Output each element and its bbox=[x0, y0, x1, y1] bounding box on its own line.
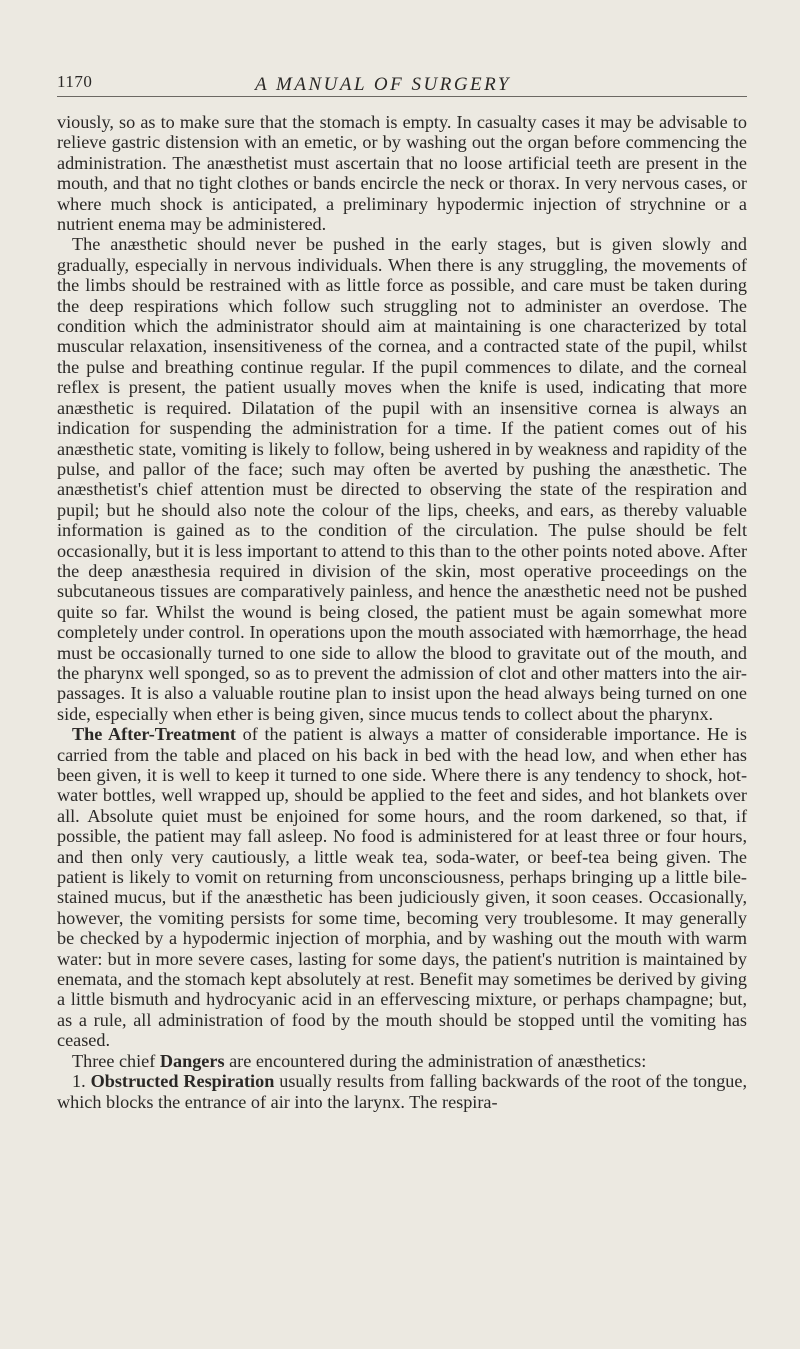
body-text bbox=[57, 112, 747, 1112]
section-heading: The After-Treatment bbox=[72, 724, 236, 745]
section-heading: Obstructed Respiration bbox=[90, 1071, 275, 1092]
paragraph-continuation bbox=[57, 112, 747, 234]
paragraph-lead: Three chief bbox=[72, 1050, 160, 1071]
paragraph-text: The anæsthetic should never be pushed in the early stages, but is given slowly and gradually, especially in nervous individuals. When there is any struggling, the movements of the limbs should be restrained with as little force as possible, and care must be taken during the deep respirations which follow such struggling not to administer an overdose. The condition which the administrator should aim at maintaining is one characterized by total muscular relaxation, insensitiveness of the cornea, and a contracted state of the pupil, whilst the pulse and breathing continue regular. If the pupil commences to dilate, and the corneal reflex is present, the patient usually moves when the knife is used, indicating that more anæsthetic is required. Dilatation of the pupil with an insensitive cornea is always an indication for suspending the administration for a time. If the patient comes out of his anæsthetic state, vomiting is likely to follow, being ushered in by weakness and rapidity of the pulse, and pallor of the face; such may often be averted by pushing the anæsthetic. The anæsthetist's chief attention must be directed to observing the state of the respiration and pupil; but he should also note the colour of the lips, cheeks, and ears, as thereby valuable information is gained as to the condition of the circulation. The pulse should be felt occasionally, but it is less important to attend to this than to the other points noted above. After the deep anæsthesia required in division of the skin, most operative proceedings on the subcutaneous tissues are comparatively painless, and hence the anæsthetic need not be pushed quite so far. Whilst the wound is being closed, the patient must be again somewhat more completely under control. In operations upon the mouth associated with hæmorrhage, the head must be occasionally turned to one side to allow the blood to gravitate out of the mouth, and the pharynx well sponged, so as to prevent the admission of clot and other matters into the air-passages. It is also a valuable routine plan to insist upon the head always being turned on one side, especially when ether is being given, since mucus tends to collect about the pharynx. bbox=[57, 234, 747, 724]
section-heading: Dangers bbox=[159, 1050, 225, 1071]
paragraph-text: usually results from falling backwards of the root of the tongue, which blocks the entrance of air into the larynx. The respira- bbox=[57, 1071, 747, 1112]
list-number: 1. bbox=[72, 1071, 91, 1092]
paragraph-text: viously, so as to make sure that the stomach is empty. In casualty cases it may be advisable to relieve gastric distension with an emetic, or by washing out the organ before commencing the administration. The anæsthetist must ascertain that no loose artificial teeth are present in the mouth, and that no tight clothes or bands encircle the neck or thorax. In very nervous cases, or where much shock is anticipated, a preliminary hypodermic injection of strychnine or a nutrient enema may be administered. bbox=[57, 112, 747, 235]
list-item-obstructed-respiration bbox=[57, 1071, 747, 1112]
page-number: 1170 bbox=[57, 72, 93, 91]
paragraph-anaesthetic-stages bbox=[57, 234, 747, 724]
paragraph-dangers bbox=[57, 1051, 747, 1071]
running-title: A MANUAL OF SURGERY bbox=[255, 74, 511, 95]
paragraph-text: of the patient is always a matter of considerable importance. He is carried from the table and placed on his back in bed with the head low, and when ether has been given, it is well to keep it turned to one side. Where there is any tendency to shock, hot-water bottles, well wrapped up, should be applied to the feet and sides, and hot blankets over all. Absolute quiet must be enjoined for some hours, and the room darkened, so that, if possible, the patient may fall asleep. No food is administered for at least three or four hours, and then only very cautiously, a little weak tea, soda-water, or beef-tea being given. The patient is likely to vomit on returning from unconsciousness, perhaps bringing up a little bile-stained mucus, but if the anæsthetic has been judiciously given, it soon ceases. Occasionally, however, the vomiting persists for some time, becoming very troublesome. It may generally be checked by a hypodermic injection of morphia, and by washing out the mouth with warm water: but in more severe cases, lasting for some days, the patient's nutrition is maintained by enemata, and the stomach kept absolutely at rest. Benefit may sometimes be derived by giving a little bismuth and hydrocyanic acid in an effervescing mixture, or perhaps champagne; but, as a rule, all administration of food by the mouth should be stopped until the vomiting has ceased. bbox=[57, 724, 747, 1051]
paragraph-text: are encountered during the administration of anæsthetics: bbox=[224, 1050, 647, 1071]
paragraph-after-treatment bbox=[57, 724, 747, 1051]
header-rule bbox=[57, 96, 747, 97]
page-header bbox=[57, 72, 747, 98]
